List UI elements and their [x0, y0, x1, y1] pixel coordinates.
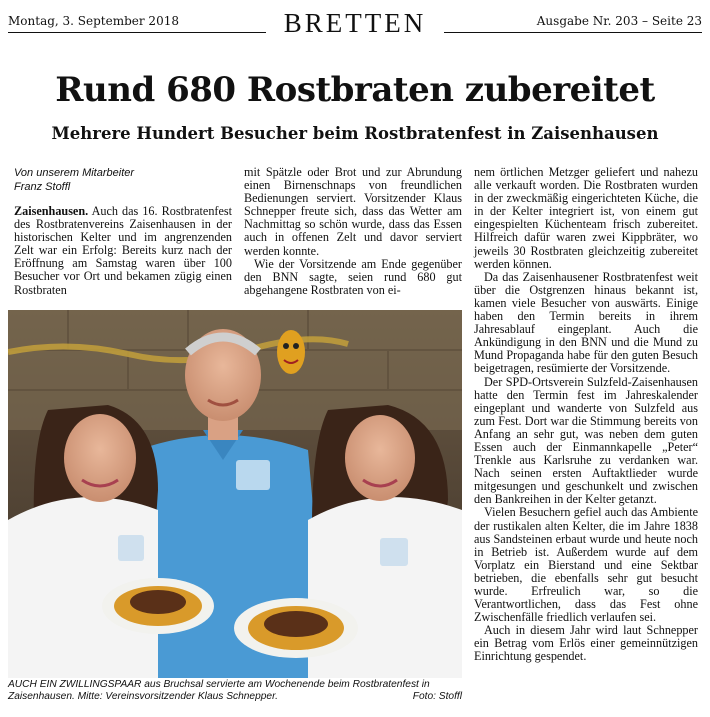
paragraph-text: Auch das 16. Rostbratenfest des Rostbratenvereins Zaisenhausen in der historischen Kelter und im angrenzenden Zelt war ein Erfolg: Bereits kurz nach der Eröffnung am Samstag waren über 100 Besucher vor Ort und bekamen zügig einen Rostbraten: [14, 204, 233, 297]
decoration-icon: [277, 330, 305, 374]
photo-illustration: [8, 310, 462, 678]
shirt-logo-icon: [118, 535, 144, 561]
club-logo-icon: [236, 460, 270, 490]
paragraph: nem örtlichen Metzger geliefert und nahezu alle verkauft worden. Die Rostbraten wurden in der zweckmäßig eingerichteten Küche, die in der Kelter integriert ist, von einem gut eingespielten Küchenteam frisch zubereitet. Hilfreich dafür waren zwei Kippbräter, wo jeweils 30 Rostbraten gleichzeitig zubereitet werden können.: [474, 165, 698, 271]
subheadline: Mehrere Hundert Besucher beim Rostbratenfest in Zaisenhausen: [51, 124, 659, 143]
issue-date: Montag, 3. September 2018: [8, 14, 179, 28]
plate-right: [234, 598, 358, 658]
shirt-logo-icon: [380, 538, 408, 566]
byline-author: Franz Stoffl: [14, 181, 71, 193]
plate-left: [102, 578, 214, 634]
paragraph: Vielen Besuchern gefiel auch das Ambiente der rustikalen alten Kelter, die im Jahre 1838 aus Sandsteinen erbaut wurde und heute noch in Betrieb ist. Außerdem wurde auf dem Vorplatz ein Bierstand und eine Sektbar betrieben, die ebenfalls sehr gut besucht wurde. Erfreulich war, so die Verantwortlichen, dass das Fest ohne Zwischenfälle friedlich verlaufen sei.: [474, 505, 698, 625]
issue-page: Ausgabe Nr. 203 – Seite 23: [536, 14, 702, 28]
paragraph: Auch in diesem Jahr wird laut Schnepper ein Betrag vom Erlös einer gemeinnützigen Einrichtung gespendet.: [474, 623, 698, 664]
article-photo: [8, 310, 462, 678]
paragraph: mit Spätzle oder Brot und zur Abrundung einen Birnenschnaps von freundlichen Bedienungen serviert. Vorsitzender Klaus Schnepper freute sich, dass das Wetter am Nachmittag so schön wurde, dass das Essen auch in offenen Zelt und davor serviert werden konnte.: [244, 165, 462, 258]
dateline: Zaisenhausen.: [14, 204, 89, 218]
article-column-2: [244, 166, 462, 297]
masthead: [8, 8, 702, 38]
byline-role: Von unserem Mitarbeiter: [14, 167, 135, 179]
caption-text: AUCH EIN ZWILLINGSPAAR aus Bruchsal servierte am Wochenende beim Rostbratenfest in Zaisenhausen. Mitte: Vereinsvorsitzender Klaus Schnepper.: [8, 679, 430, 702]
byline: [14, 166, 234, 194]
article-column-3: [474, 166, 698, 664]
section-title-text: BRETTEN: [276, 8, 435, 38]
headline: Rund 680 Rostbraten zubereitet: [55, 70, 655, 110]
paragraph: [14, 205, 232, 297]
article-column-1: [14, 205, 232, 297]
paragraph: Der SPD-Ortsverein Sulzfeld-Zaisenhausen hatte den Termin fest im Jahreskalender eingeplant und wanderte von Sulzfeld aus zum Fest. Dort war die Stimmung bereits von Anfang an sehr gut, was neben dem guten Essen auch der Einmannkapelle „Peter“ Trenkle aus Karlsruhe zu verdanken war. Nach seinen ersten Auftaktlieder wurde mitgesungen und geschunkelt und zwischen den Bankreihen in der Kelter getanzt.: [474, 374, 698, 507]
paragraph: Da das Zaisenhausener Rostbratenfest weit über die Ostgrenzen hinaus bekannt ist, kamen viele Besucher von auswärts. Einige haben den Termin bereits in ihrem Jahresablauf eingeplant. Auch die Ankündigung in den BNN und die Mund zu Mund Propaganda habe für den guten Besuch beigetragen, resümierte der Vorsitzende.: [474, 269, 698, 376]
paragraph: Wie der Vorsitzende am Ende gegenüber den BNN sagte, seien rund 680 gut abgehangene Rostbraten von ei-: [244, 256, 462, 297]
photo-caption: [8, 679, 462, 703]
photo-credit: Foto: Stoffl: [412, 691, 462, 702]
